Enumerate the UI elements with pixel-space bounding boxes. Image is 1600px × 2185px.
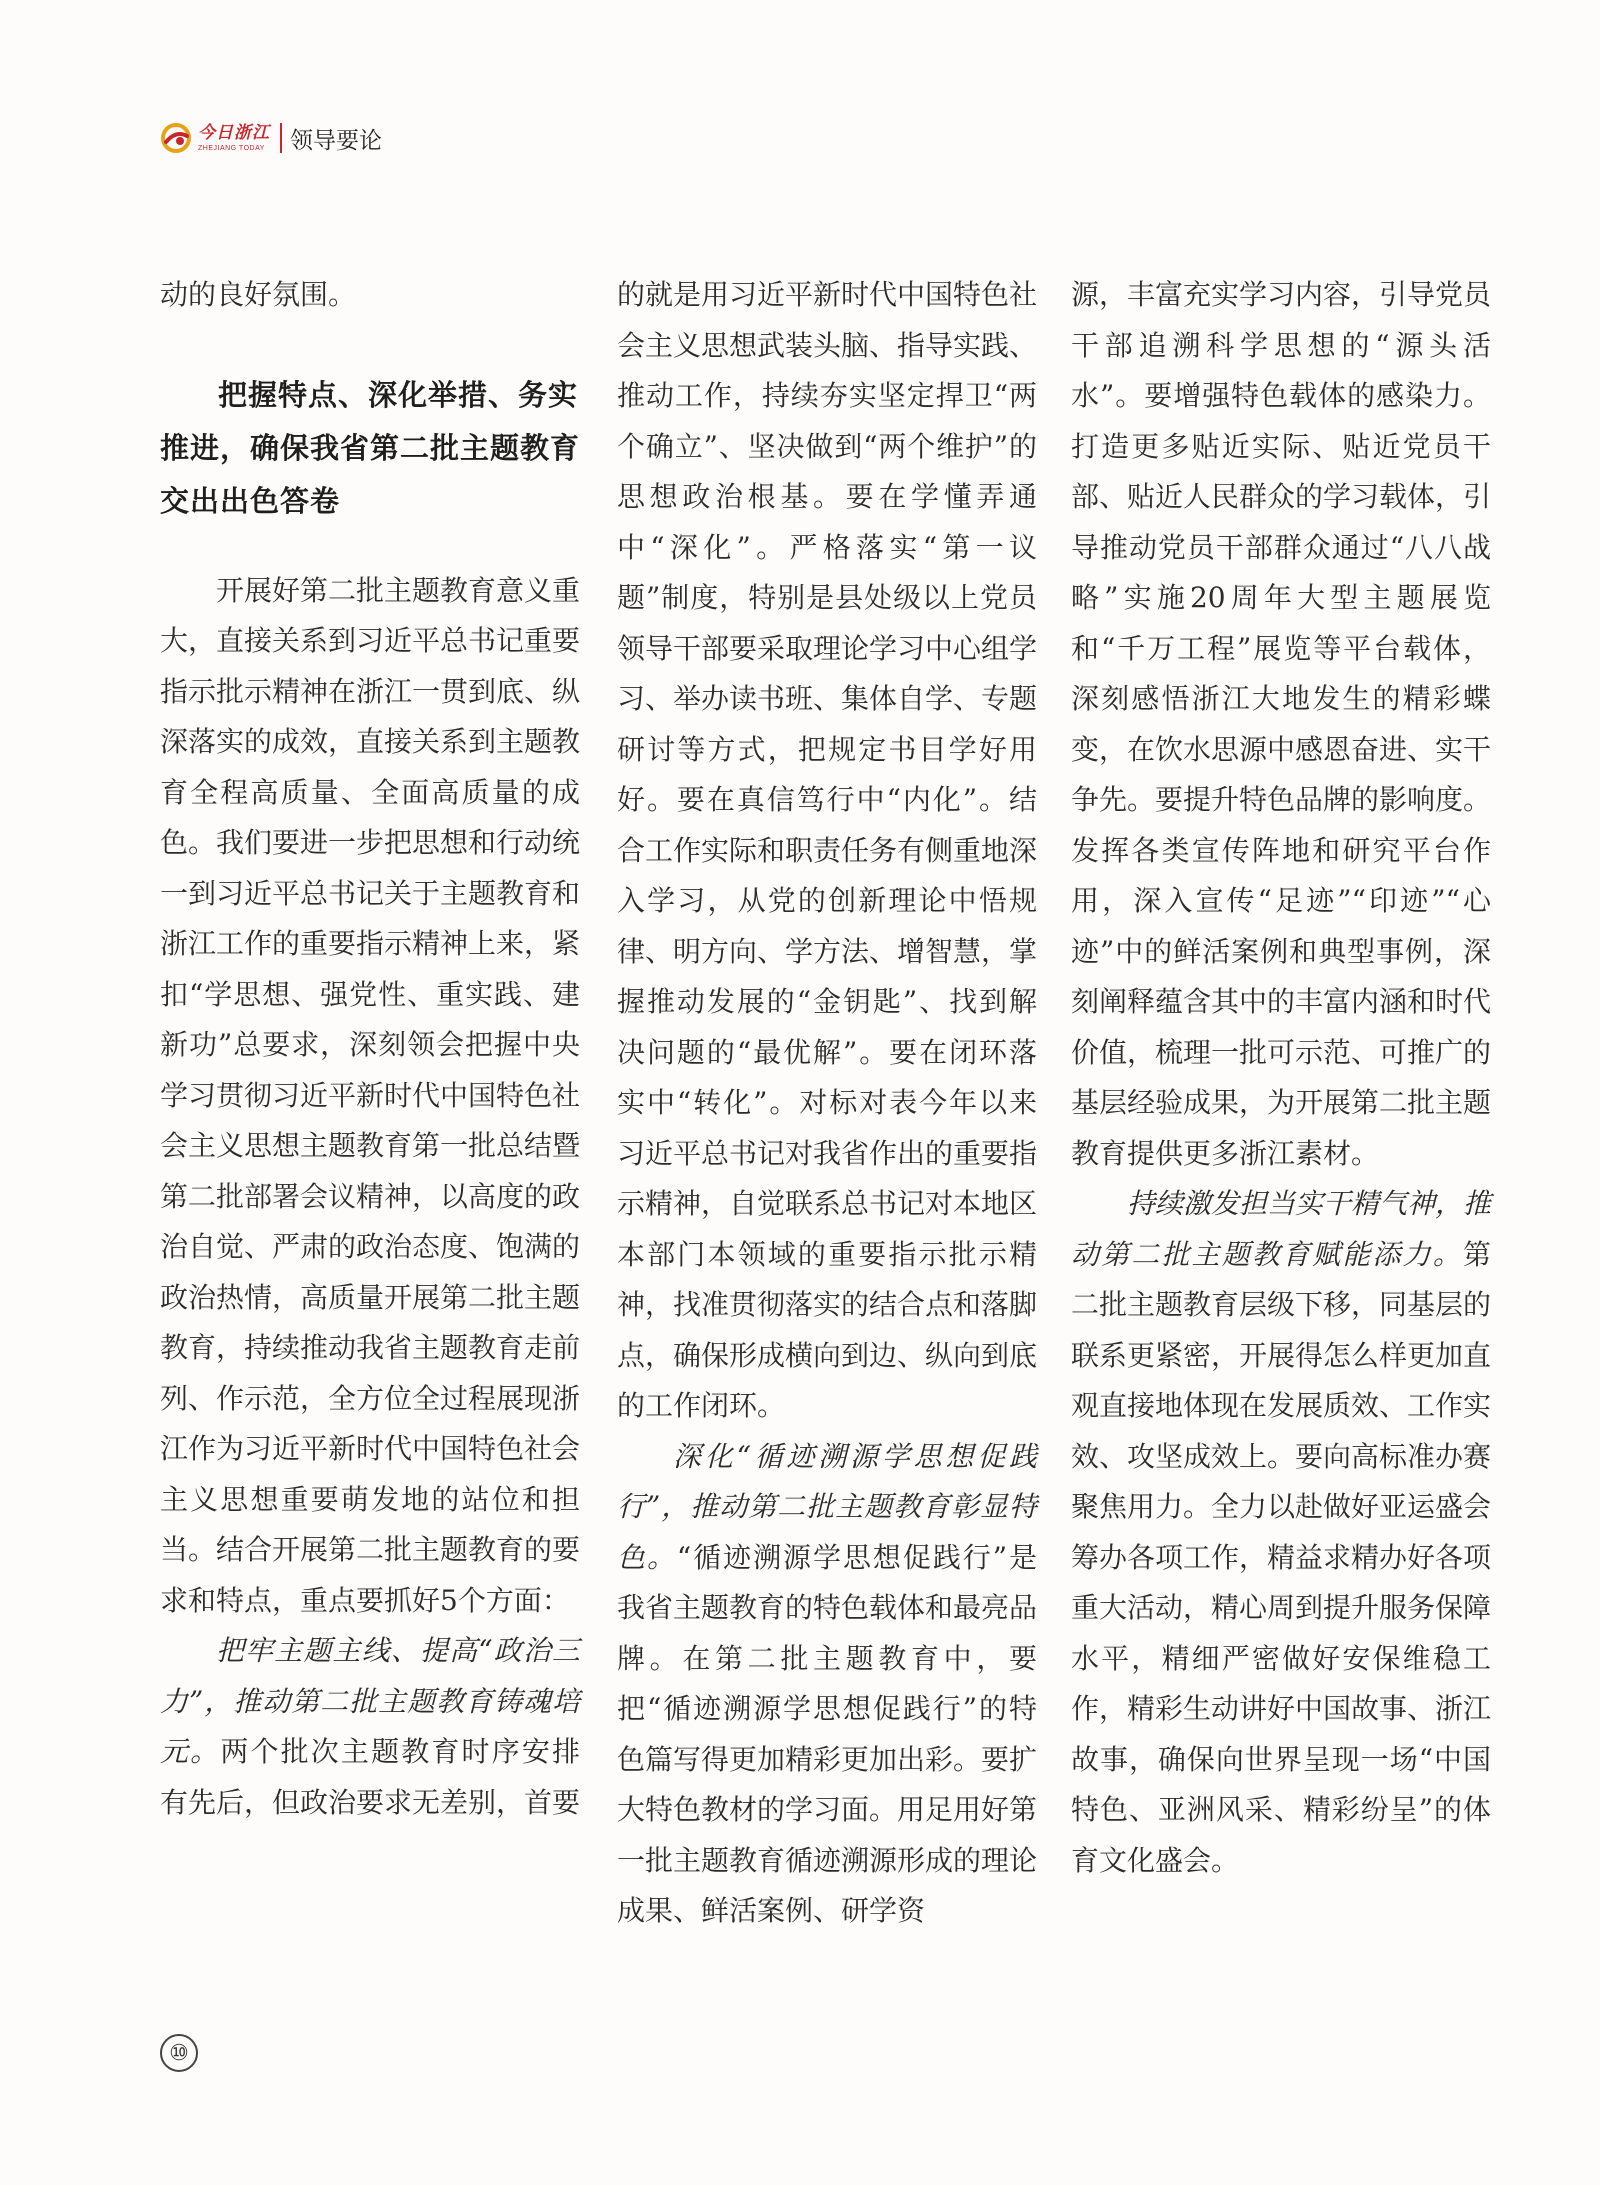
paragraph-lead: 深化“循迹溯源学思想促践行”，推动第二批主题教育彰显特色。 xyxy=(617,1439,1037,1574)
column-1 xyxy=(160,270,580,1828)
logo xyxy=(160,122,270,154)
paragraph xyxy=(160,1626,580,1828)
paragraph-continued: 的就是用习近平新时代中国特色社会主义思想武装头脑、指导实践、推动工作，持续夯实坚定捍卫“两个确立”、坚决做到“两个维护”的思想政治根基。要在学懂弄通中“深化”。严格落实“第一议题”制度，特别是县处级以上党员领导干部要采取理论学习中心组学习、举办读书班、集体自学、专题研讨等方式，把规定书目学好用好。要在真信笃行中“内化”。结合工作实际和职责任务有侧重地深入学习，从党的创新理论中悟规律、明方向、学方法、增智慧，掌握推动发展的“金钥匙”、找到解决问题的“最优解”。要在闭环落实中“转化”。对标对表今年以来习近平总书记对我省作出的重要指示精神，自觉联系总书记对本地区本部门本领域的重要指示批示精神，找准贯彻落实的结合点和落脚点，确保形成横向到边、纵向到底的工作闭环。 xyxy=(617,278,1038,1422)
column-2 xyxy=(617,270,1037,1937)
paragraph xyxy=(617,1432,1037,1937)
paragraph-body: “循迹溯源学思想促践行”是我省主题教育的特色载体和最亮品牌。在第二批主题教育中，要把“循迹溯源学思想促践行”的特色篇写得更加精彩更加出彩。要扩大特色教材的学习面。用足用好第一批主题教育循迹溯源形成的理论成果、鲜活案例、研学资 xyxy=(617,1540,1038,1927)
paragraph-continued: 动的良好氛围。 xyxy=(160,278,357,311)
paragraph-lead: 持续激发担当实干精气神，推动第二批主题教育赋能添力。 xyxy=(1071,1187,1492,1271)
paragraph-lead: 把牢主题主线、提高“政治三力”，推动第二批主题教育铸魂培元。 xyxy=(160,1634,580,1768)
paragraph: 开展好第二批主题教育意义重大，直接关系到习近平总书记重要指示批示精神在浙江一贯到底、纵深落实的成效，直接关系到主题教育全程高质量、全面高质量的成色。我们要进一步把思想和行动统一到习近平总书记关于主题教育和浙江工作的重要指示精神上来，紧扣“学思想、强党性、重实践、建新功”总要求，深刻领会把握中央学习贯彻习近平新时代中国特色社会主义思想主题教育第一批总结暨第二批部署会议精神，以高度的政治自觉、严肃的政治态度、饱满的政治热情，高质量开展第二批主题教育，持续推动我省主题教育走前列、作示范，全方位全过程展现浙江作为习近平新时代中国特色社会主义思想重要萌发地的站位和担当。结合开展第二批主题教育的要求和特点，重点要抓好5个方面： xyxy=(160,573,581,1617)
paragraph-continued: 源，丰富充实学习内容，引导党员干部追溯科学思想的“源头活水”。要增强特色载体的感染力。打造更多贴近实际、贴近党员干部、贴近人民群众的学习载体，引导推动党员干部群众通过“八八战略”实施20周年大型主题展览和“千万工程”展览等平台载体，深刻感悟浙江大地发生的精彩蝶变，在饮水思源中感恩奋进、实干争先。要提升特色品牌的影响度。发挥各类宣传阵地和研究平台作用，深入宣传“足迹”“印迹”“心迹”中的鲜活案例和典型事例，深刻阐释蕴含其中的丰富内涵和时代价值，梳理一批可示范、可推广的基层经验成果，为开展第二批主题教育提供更多浙江素材。 xyxy=(1071,278,1492,1170)
page-header xyxy=(160,118,382,158)
paragraph-body: 第二批主题教育层级下移，同基层的联系更紧密，开展得怎么样更加直观直接地体现在发展质效、工作实效、攻坚成效上。要向高标准办赛聚焦用力。全力以赴做好亚运盛会筹办各项工作，精益求精办好各项重大活动，精心周到提升服务保障水平，精细严密做好安保维稳工作，精彩生动讲好中国故事、浙江故事，确保向世界呈现一场“中国特色、亚洲风采、精彩纷呈”的体育文化盛会。 xyxy=(1071,1237,1492,1877)
paragraph xyxy=(1071,1179,1491,1886)
section-label: 领导要论 xyxy=(290,127,382,154)
section-heading: 把握特点、深化举措、务实推进，确保我省第二批主题教育交出出色答卷 xyxy=(160,377,581,518)
logo-chinese-text: 今日浙江 xyxy=(198,122,270,143)
page-number: ⑩ xyxy=(160,2034,198,2072)
logo-english-text: ZHEJIANG TODAY xyxy=(198,144,265,152)
paragraph-body: 两个批次主题教育时序安排有先后，但政治要求无差别，首要 xyxy=(160,1735,581,1819)
logo-sun-icon xyxy=(160,122,192,154)
header-divider xyxy=(280,123,282,153)
column-3 xyxy=(1071,270,1491,1886)
